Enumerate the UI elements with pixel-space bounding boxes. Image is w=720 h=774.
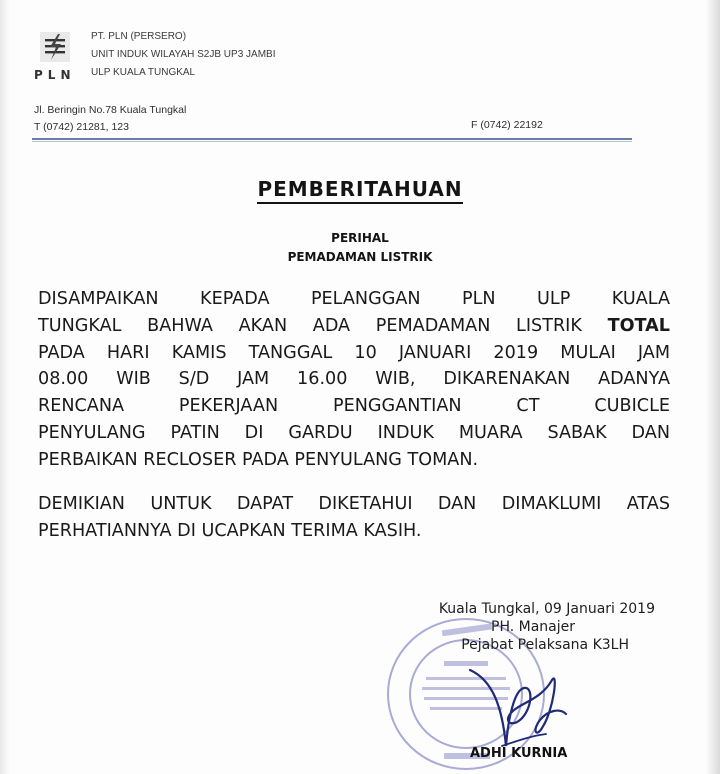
page-shadow-right	[706, 0, 720, 774]
subject-text: PEMADAMAN LISTRIK	[287, 250, 433, 264]
phone-line: T (0742) 21281, 123	[34, 121, 129, 133]
pln-logo	[34, 30, 78, 86]
address-line: Jl. Beringin No.78 Kuala Tungkal	[34, 104, 187, 116]
paragraph-line-text: TUNGKAL BAHWA AKAN ADA PEMADAMAN LISTRIK	[38, 315, 608, 336]
signer-name: ADHI KURNIA	[470, 746, 568, 761]
organization-block	[91, 28, 275, 82]
paragraph-line: RENCANA PEKERJAAN PENGGANTIAN CT CUBICLE	[38, 396, 670, 417]
subject-block	[0, 229, 720, 267]
org-line-office: ULP KUALA TUNGKAL	[91, 67, 196, 78]
signer-position: Pejabat Pelaksana K3LH	[461, 637, 629, 653]
place-date: Kuala Tungkal, 09 Januari 2019	[438, 601, 655, 617]
paragraph-line: 08.00 WIB S/D JAM 16.00 WIB, DIKARENAKAN ADANYA	[38, 369, 670, 390]
fax-line: F (0742) 22192	[471, 119, 543, 131]
signer-role: PH. Manajer	[491, 619, 575, 635]
signature-block	[300, 600, 655, 654]
paragraph-line: PENYULANG PATIN DI GARDU INDUK MUARA SABAK DAN	[38, 422, 670, 443]
address-block	[34, 102, 186, 136]
header-divider	[32, 138, 632, 140]
total-emphasis: TOTAL	[607, 315, 670, 336]
org-line-company: PT. PLN (PERSERO)	[91, 31, 187, 42]
announcement-paragraph	[38, 286, 678, 474]
paragraph-line: PADA HARI KAMIS TANGGAL 10 JANUARI 2019 MULAI JAM	[38, 342, 670, 363]
page-shadow-left	[0, 0, 10, 774]
handwritten-signature	[462, 650, 572, 760]
title-block	[0, 177, 720, 201]
subject-label: PERIHAL	[331, 231, 389, 245]
logo-text: PLN	[34, 68, 76, 82]
paragraph-line: PERBAIKAN RECLOSER PADA PENYULANG TOMAN.	[38, 449, 479, 470]
header-divider-shadow	[32, 141, 632, 142]
closing-paragraph	[38, 491, 678, 545]
paragraph-line	[38, 313, 670, 340]
paragraph-line: PERHATIANNYA DI UCAPKAN TERIMA KASIH.	[38, 520, 422, 541]
lightning-logo-icon	[38, 30, 72, 64]
paragraph-line: DISAMPAIKAN KEPADA PELANGGAN PLN ULP KUALA	[38, 289, 670, 309]
paragraph-line: DEMIKIAN UNTUK DAPAT DIKETAHUI DAN DIMAKLUMI ATAS	[38, 494, 670, 514]
org-line-unit: UNIT INDUK WILAYAH S2JB UP3 JAMBI	[91, 49, 276, 60]
document-title: PEMBERITAHUAN	[257, 177, 462, 204]
